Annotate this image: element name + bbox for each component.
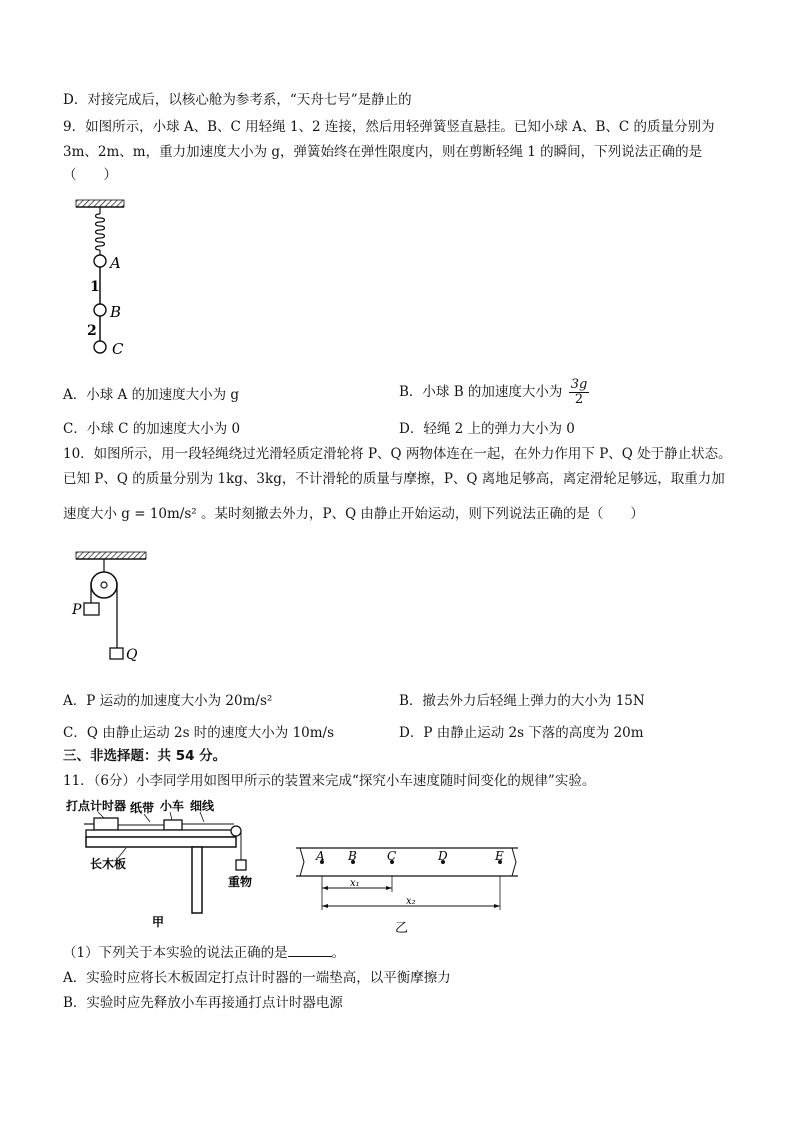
q10-stem-line1: 10．如图所示，用一段轻绳绕过光滑轻质定滑轮将 P、Q 两物体连在一起，在外力作用下 P、Q 处于静止状态。 [63, 446, 732, 462]
table-leg [192, 847, 202, 913]
block-p-label: P [72, 602, 82, 618]
q11-tape-figure [296, 840, 526, 940]
x2-label: x₂ [406, 896, 416, 907]
q10-stem-line2: 已知 P、Q 的质量分别为 1kg、3kg，不计滑轮的质量与摩擦，P、Q 离地足够高，离定滑轮足够远，取重力加 [63, 471, 725, 487]
q11-sub1-text: （1）下列关于本实验的说法正确的是 [63, 945, 288, 961]
tape-point-d [437, 849, 448, 864]
q10-stem-line3: 速度大小 g = 10m/s² 。某时刻撤去外力，P、Q 由静止开始运动，则下列说法正确的是（ ） [63, 506, 644, 522]
q11-sub1 [63, 943, 345, 962]
x1-label: x₁ [350, 878, 360, 889]
thread-label: 细线 [190, 799, 215, 813]
q11-apparatus-figure [64, 796, 284, 931]
figure-jia-caption: 甲 [152, 915, 165, 929]
q9-spring-figure [70, 196, 150, 366]
ball-a-label: A [110, 254, 121, 272]
ball-a [94, 255, 106, 267]
q11-stem-line1: 11．（6分）小李同学用如图甲所示的装置来完成“探究小车速度随时间变化的规律”实验。 [63, 773, 596, 789]
q11-option-b: B．实验时应先释放小车再接通打点计时器电源 [63, 995, 343, 1011]
tape-point-e [494, 849, 504, 864]
timer-label: 打点计时器 [66, 799, 127, 813]
point-a-label: A [316, 849, 325, 863]
point-e-label: E [495, 849, 504, 863]
section-heading: 三、非选择题：共 54 分。 [63, 748, 227, 764]
q9-option-d: D．轻绳 2 上的弹力大小为 0 [399, 421, 575, 437]
spring [96, 214, 105, 250]
q11-option-a: A．实验时应将长木板固定打点计时器的一端垫高，以平衡摩擦力 [63, 970, 451, 986]
timer [94, 818, 118, 830]
weight-label: 重物 [228, 875, 253, 889]
ceiling-hatch [76, 552, 146, 559]
point-c-label: C [387, 849, 397, 863]
fraction-numerator: 3g [570, 377, 588, 392]
q10-option-a: A．P 运动的加速度大小为 20m/s² [63, 693, 273, 709]
q9-option-b-text: B．小球 B 的加速度大小为 [399, 384, 563, 400]
pulley [231, 826, 241, 836]
q8-option-d: D．对接完成后，以核心舱为参考系，“天舟七号”是静止的 [63, 92, 412, 108]
block-q [110, 648, 123, 659]
car [164, 820, 182, 830]
tape-point-a [315, 849, 325, 864]
point-d-label: D [438, 849, 448, 863]
figure-yi-caption: 乙 [395, 921, 409, 936]
q9-option-a: A．小球 A 的加速度大小为 g [63, 387, 240, 403]
answer-blank[interactable] [288, 943, 332, 957]
ball-b-label: B [110, 303, 122, 321]
table-top [86, 837, 236, 847]
ceiling-hatch [76, 200, 124, 207]
q10-pulley-figure [70, 548, 160, 668]
q10-option-c: C．Q 由静止运动 2s 时的速度大小为 10m/s [63, 725, 335, 741]
q11-sub1-end: 。 [331, 945, 346, 961]
car-label: 小车 [160, 799, 185, 813]
ball-c-label: C [112, 340, 124, 358]
q9-option-c: C．小球 C 的加速度大小为 0 [63, 421, 241, 437]
q9-stem-line2: 3m、2m、m，重力加速度大小为 g，弹簧始终在弹性限度内，则在剪断轻绳 1 的瞬间，下列说法正确的是 [63, 144, 703, 160]
q9-option-b [399, 378, 589, 407]
tape-point-b [347, 849, 357, 864]
tape-point-c [387, 849, 396, 864]
rope-1-label: 1 [90, 279, 100, 295]
q9-option-b-fraction [569, 378, 590, 407]
ball-c [94, 341, 106, 353]
long-board [86, 830, 234, 837]
q10-option-d: D．P 由静止运动 2s 下落的高度为 20m [399, 725, 644, 741]
weight [236, 860, 246, 870]
fraction-denominator: 2 [574, 392, 584, 407]
point-b-label: B [348, 849, 357, 863]
block-q-label: Q [126, 647, 138, 663]
q9-stem-line1: 9．如图所示，小球 A、B、C 用轻绳 1、2 连接，然后用轻弹簧竖直悬挂。已知小球 A、B、C 的质量分别为 [63, 119, 715, 135]
q9-stem-line3: （ ） [63, 167, 117, 183]
rope-2-label: 2 [87, 323, 97, 339]
block-p [84, 603, 99, 615]
q10-option-b: B．撤去外力后轻绳上弹力的大小为 15N [399, 693, 645, 709]
board-label: 长木板 [90, 857, 127, 871]
tape-label: 纸带 [130, 801, 155, 815]
ball-b [94, 304, 106, 316]
